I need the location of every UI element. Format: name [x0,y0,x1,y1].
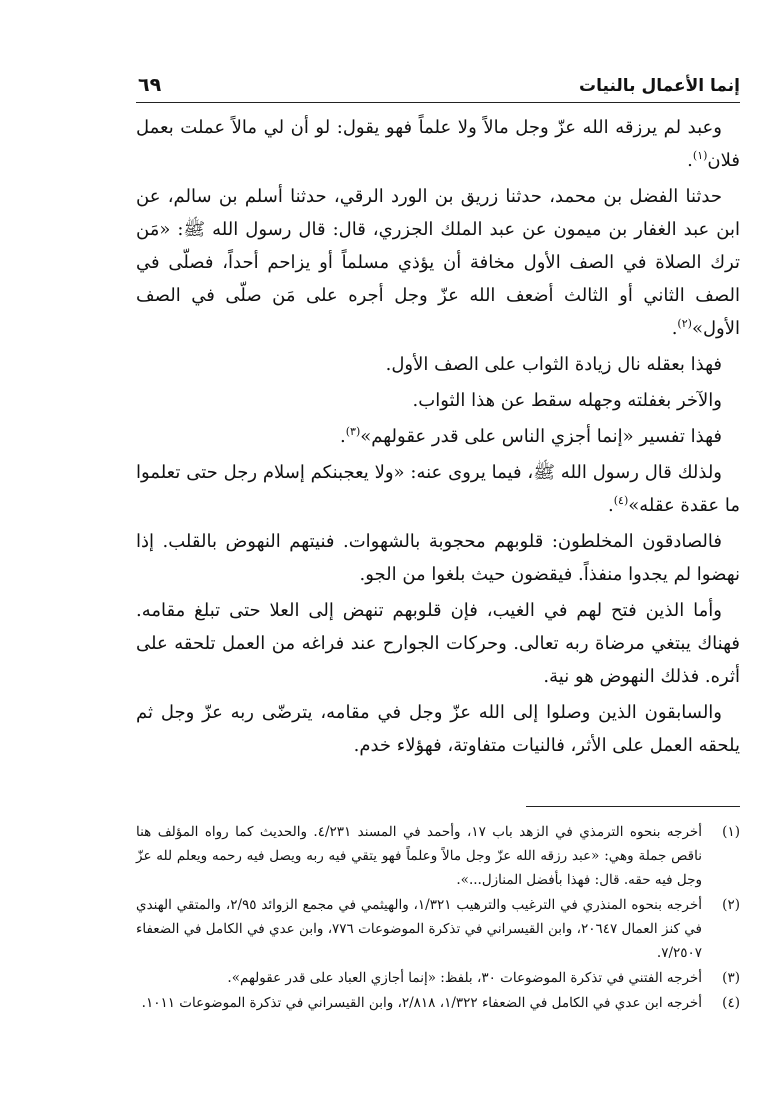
footnote-ref[interactable]: (٣) [345,425,361,438]
footnote [136,966,740,990]
footnotes [136,820,740,1016]
book-page [136,68,741,1011]
footnote-ref[interactable]: (٤) [613,494,629,507]
paragraph: فهذا تفسير «إنما أجزي الناس على قدر عقولهم»$^{(٣)}$. [340,425,722,447]
footnote-text: أخرجه بنحوه الترمذي في الزهد باب ١٧، وأحمد في المسند ٤/٢٣١. والحديث كما رواه المؤلف هنا ناقص جملة وهي: «عبد رزقه الله عزّ وجل مالاً وعلماً فهو يتقي فيه ربه ويصل فيه رحمه ويعلم لله عزّ وجل فيه حقه. قال: فهذا بأفضل المنازل...». [136,824,702,888]
footnote-number: (٢) [722,897,740,913]
paragraph: فهذا بعقله نال زيادة الثواب على الصف الأول. [385,354,722,375]
paragraph: حدثنا الفضل بن محمد، حدثنا زريق بن الورد الرقي، حدثنا أسلم بن سالم، عن ابن عبد الغفار بن ميمون عن عبد الملك الجزري، قال: قال رسول الله ﷺ: «مَن ترك الصلاة في الصف الأول مخافة أن يؤذي مسلماً أو يزاحم أحداً، فصلّى في الصف الثاني أو الثالث أضعف الله عزّ وجل أجره على مَن صلّى في الصف الأول»$^{(٢)}$. [136,186,741,339]
footnote [136,991,740,1015]
footnote-ref[interactable]: (١) [692,149,708,162]
footnote-number: (٤) [722,995,740,1011]
main-text [136,111,740,762]
paragraph: والآخر بغفلته وجهله سقط عن هذا الثواب. [412,390,722,411]
paragraph: فالصادقون المخلطون: قلوبهم محجوبة بالشهوات. فنيتهم النهوض بالقلب. إذا نهضوا لم يجدوا منفذاً. فيقضون حيث بلغوا من الجو. [136,531,740,585]
paragraph: والسابقون الذين وصلوا إلى الله عزّ وجل في مقامه، يترضّى ربه عزّ وجل ثم يلحقه العمل على الأثر، فالنيات متفاوتة، فهؤلاء خدم. [136,702,740,756]
footnote-number: (١) [722,824,740,840]
footnote [136,820,740,892]
paragraph: وعبد لم يرزقه الله عزّ وجل مالاً ولا علماً فهو يقول: لو أن لي مالاً عملت بعمل فلان$^{(١)}$. [136,117,740,171]
running-title: إنما الأعمال بالنيات [579,76,740,96]
paragraph: وأما الذين فتح لهم في الغيب، فإن قلوبهم تنهض إلى العلا حتى تبلغ مقامه. فهناك يبتغي مرضاة ربه تعالى. وحركات الجوارح عند فراغه من العمل تلحقه على أثره. فذلك النهوض هو نية. [136,600,740,687]
paragraph: ولذلك قال رسول الله ﷺ، فيما يروى عنه: «ولا يعجبنكم إسلام رجل حتى تعلموا ما عقدة عقله»$^{(٤)}$. [136,462,740,516]
page-header [136,68,740,103]
footnote-divider [526,806,740,807]
footnote-text: أخرجه ابن عدي في الكامل في الضعفاء ١/٣٢٢، ٢/٨١٨، وابن القيسراني في تذكرة الموضوعات ١٠١١. [141,995,702,1011]
page-number: ٦٩ [138,74,162,96]
footnote-ref[interactable]: (٢) [677,317,692,330]
footnote-number: (٣) [722,970,740,986]
footnote-text: أخرجه بنحوه المنذري في الترغيب والترهيب ١/٣٢١، والهيثمي في مجمع الزوائد ٢/٩٥، والمتقي الهندي في كنز العمال ٢٠٦٤٧، وابن القيسراني في تذكرة الموضوعات ٧٧٦، وابن عدي في الكامل في الضعفاء ٧/٢٥٠٧. [136,897,702,961]
footnote-text: أخرجه الفتني في تذكرة الموضوعات ٣٠، بلفظ: «إنما أجازي العباد على قدر عقولهم». [227,970,702,986]
footnote [136,893,740,965]
